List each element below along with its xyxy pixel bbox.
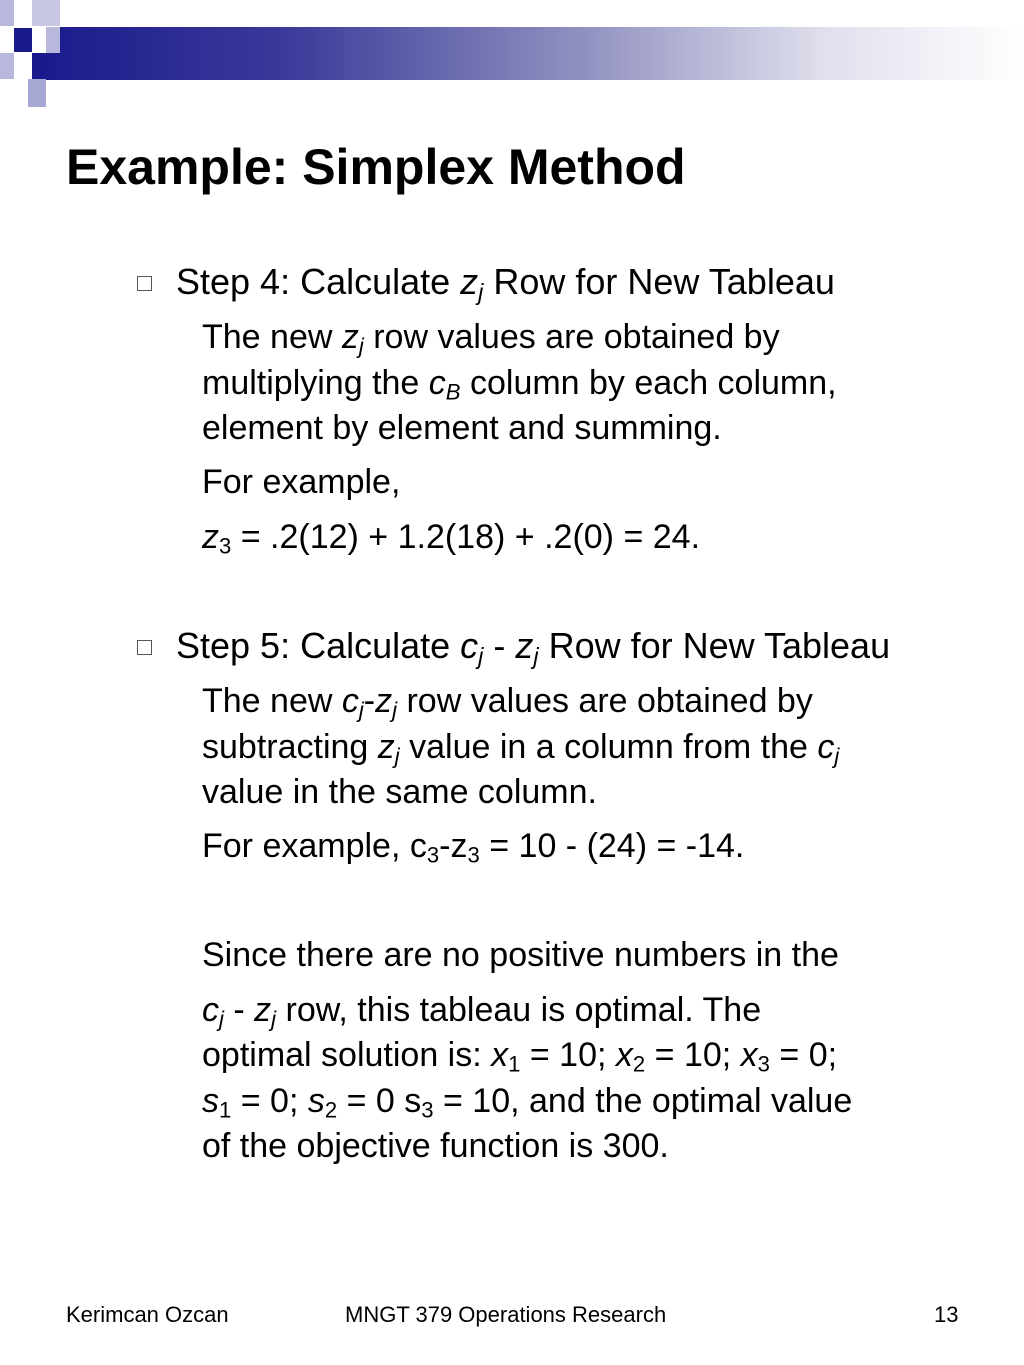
step4-for-example: For example,: [202, 463, 401, 501]
header-band: [38, 27, 1024, 80]
step4-heading: Step 4: Calculate $z_j$ Row for New Tableau: [176, 261, 835, 305]
footer-page-number: 13: [934, 1302, 959, 1327]
step5-example-equation: For example, $c_3-z_3 = 10 - (24) = -14$.: [202, 827, 745, 868]
step5-explanation: The new $c_j-z_j$ row values are obtained by subtracting $z_j$ value in a column from the $c_j$ value in the same column.: [202, 682, 840, 811]
bullet-square-icon: [137, 276, 152, 291]
slide-title: Example: Simplex Method: [66, 139, 686, 195]
footer-course: MNGT 379 Operations Research: [345, 1302, 667, 1327]
optimal-conclusion: Since there are no positive numbers in the $c_j - z_j$ row, this tableau is optimal. The optimal solution is: $x_1 = 10$; $x_2 = 10$; $x_3 = 0$; $s_1 = 0$; $s_2 = 0$ $s_3 = 10$, and the optimal value of the objective function is 300.: [202, 936, 853, 1165]
step4-explanation: The new $z_j$ row values are obtained by multiplying the $c_B$ column by each column, element by element and summing.: [202, 318, 837, 447]
footer-author: Kerimcan Ozcan: [66, 1302, 229, 1327]
step5-heading: Step 5: Calculate $c_j - z_j$ Row for New Tableau: [176, 625, 891, 669]
bullet-square-icon: [137, 640, 152, 655]
step4-equation: $z_3 = .2(12) + 1.2(18) + .2(0) = 24$.: [202, 518, 701, 559]
